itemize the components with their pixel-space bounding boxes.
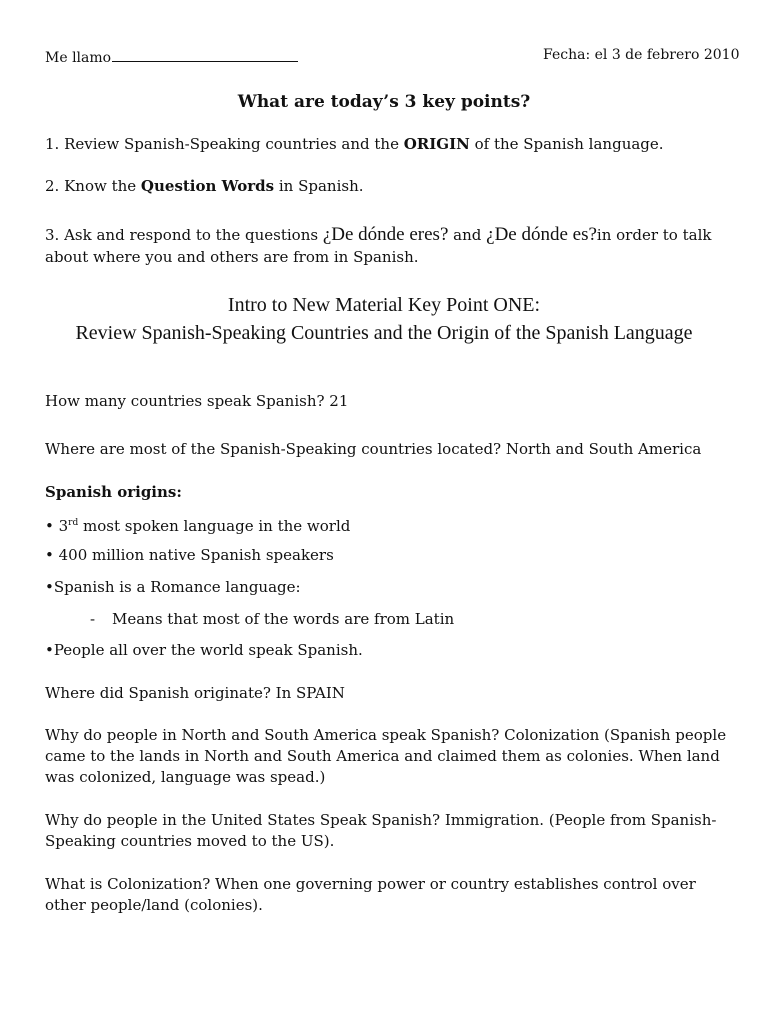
key-point-1-text-end: of the Spanish language. [469, 135, 664, 153]
intro-heading [60, 291, 708, 347]
page-title: What are today’s 3 key points? [237, 92, 531, 112]
origin-bullet-1 [45, 513, 730, 537]
question-de-donde-es: ¿De dónde es? [486, 224, 597, 245]
question-colonization: What is Colonization? When one governing power or country establishes control over other people/land (colonies). [45, 875, 696, 914]
name-blank-line [112, 47, 298, 62]
question-de-donde-eres: ¿De dónde eres? [322, 224, 449, 245]
key-point-3 [45, 224, 730, 268]
origin-bullet-1-text: • 3 [45, 517, 69, 535]
key-point-2-text-end: in Spanish. [274, 177, 364, 195]
question-country-count: How many countries speak Spanish? 21 [45, 392, 349, 410]
intro-line-1: Intro to New Material Key Point ONE: [227, 294, 541, 316]
key-point-2-bold: Question Words [140, 177, 275, 195]
question-americas: Why do people in North and South America speak Spanish? Colonization (Spanish people came to the lands in North and South America and claimed them as colonies. When land was colonized, language was spead.) [45, 726, 727, 786]
sub-bullet-dash: - [90, 610, 96, 628]
origin-sub-bullet [45, 609, 730, 630]
date-text: Fecha: el 3 de febrero 2010 [543, 47, 740, 63]
key-point-1-bold: ORIGIN [403, 135, 470, 153]
origin-bullet-3: •Spanish is a Romance language: [45, 578, 301, 596]
key-point-3-text-end: in order to talk about where you and others are from in Spanish. [45, 226, 712, 266]
origins-heading: Spanish origins: [45, 483, 182, 501]
origin-bullet-2: • 400 million native Spanish speakers [45, 546, 334, 564]
sub-bullet-text: Means that most of the words are from Latin [112, 610, 455, 628]
name-label: Me llamo [45, 50, 112, 66]
origin-bullet-1-text-end: most spoken language in the world [78, 517, 351, 535]
question-originate: Where did Spanish originate? In SPAIN [45, 684, 345, 702]
key-point-1 [45, 135, 664, 153]
question-united-states: Why do people in the United States Speak Spanish? Immigration. (People from Spanish-Speaking countries moved to the US). [45, 811, 717, 850]
name-field [45, 47, 298, 66]
key-point-3-and: and [448, 226, 487, 244]
origin-bullet-4: •People all over the world speak Spanish. [45, 641, 363, 659]
intro-line-2: Review Spanish-Speaking Countries and the Origin of the Spanish Language [75, 322, 693, 344]
key-point-3-text: 3. Ask and respond to the questions [45, 226, 323, 244]
key-point-1-text: 1. Review Spanish-Speaking countries and the [45, 135, 404, 153]
question-location: Where are most of the Spanish-Speaking countries located? North and South America [45, 440, 702, 458]
key-point-2-text: 2. Know the [45, 177, 141, 195]
ordinal-suffix: rd [68, 518, 79, 528]
key-point-2 [45, 177, 364, 195]
